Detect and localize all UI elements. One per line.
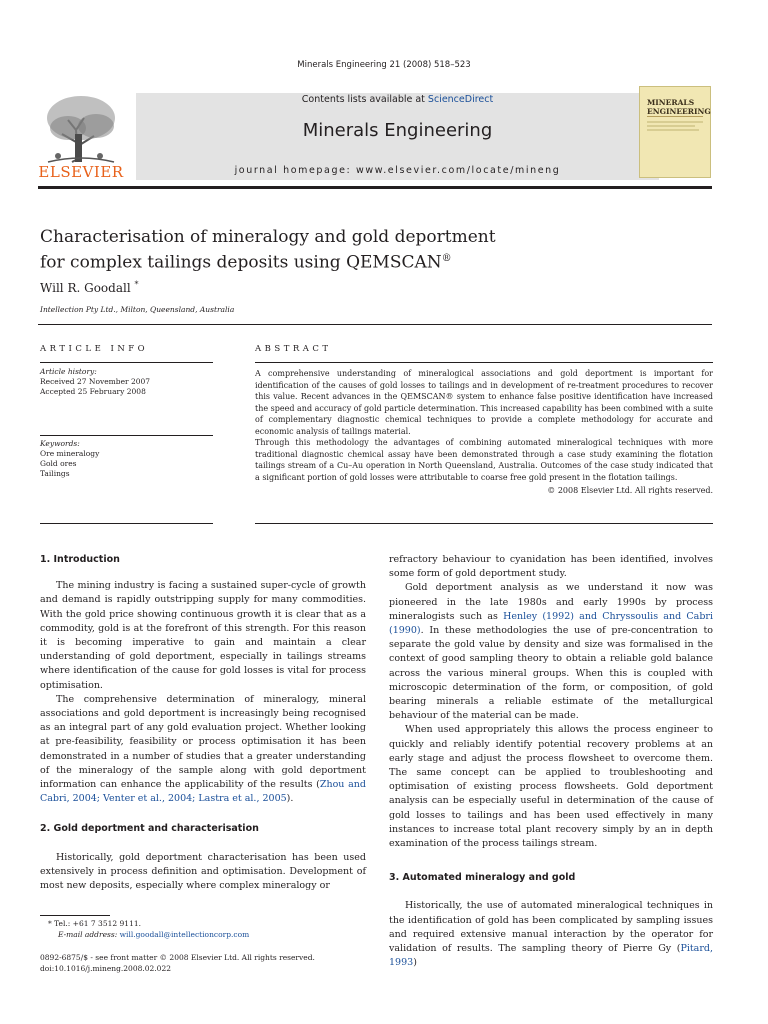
author-email-link[interactable]: will.goodall@intellectioncorp.com bbox=[119, 930, 250, 939]
article-info-heading: ARTICLE INFO bbox=[40, 344, 149, 354]
abstract-paragraph: A comprehensive understanding of mineralogical associations and gold deportment is important for identification of the causes of gold losses to tailings and in development of re-treatment procedures to recover this value. Recent advances in the QEMSCAN® system to enhance false positive identification have increased the speed and accuracy of gold particle determination. This increased capability has been combined with a suite of complementary diagnostic chemical techniques to provide a complete methodology for accurate and economic analysis of tailings material. bbox=[255, 369, 713, 436]
footnote-tel: * Tel.: +61 7 3512 9111. bbox=[48, 919, 141, 928]
article-history: Article history: Received 27 November 2007 Accepted 25 February 2008 bbox=[40, 367, 151, 396]
section-2-heading: 2. Gold deportment and characterisation bbox=[40, 823, 259, 835]
reference-link[interactable]: Zhou and Cabri, 2004; Venter et al., 2004; Lastra et al., 2005 bbox=[40, 779, 366, 805]
abstract-paragraph: Through this methodology the advantages of combining automated mineralogical techniques with more traditional diagnostic chemical assay have been demonstrated through a case study examining the flotation tailings stream of a Cu–Au operation in North Queensland, Australia. Outcomes of the case study indicated that a significant portion of gold losses were attributable to coarse free gold present in the flotation tailings. bbox=[255, 438, 713, 482]
keyword: Tailings bbox=[40, 469, 70, 478]
cover-divider bbox=[647, 116, 703, 117]
header-rule bbox=[38, 186, 712, 189]
body-paragraph: Historically, the use of automated mineralogical techniques in the identification of gold has been complicated by sampling issues and required extensive manual interaction by the operator for validation of results. The sampling theory of Pierre Gy (Pitard, 1993) bbox=[389, 900, 713, 969]
section-1-heading: 1. Introduction bbox=[40, 554, 120, 565]
journal-citation: Minerals Engineering 21 (2008) 518–523 bbox=[297, 60, 471, 70]
article-title bbox=[40, 226, 600, 274]
author-affiliation: Intellection Pty Ltd., Milton, Queensland, Australia bbox=[40, 305, 235, 314]
right-column bbox=[389, 553, 713, 970]
doi[interactable]: doi:10.1016/j.mineng.2008.02.022 bbox=[40, 964, 172, 973]
cover-line bbox=[647, 121, 703, 123]
cover-line bbox=[647, 129, 699, 131]
journal-homepage[interactable]: journal homepage: www.elsevier.com/locate/mineng bbox=[234, 165, 561, 176]
section-3-heading: 3. Automated mineralogy and gold bbox=[389, 872, 576, 884]
keywords: Keywords: Ore mineralogy Gold ores Tailings bbox=[40, 439, 100, 478]
body-paragraph: Gold deportment analysis as we understand it now was pioneered in the late 1980s and early 1990s by process mineralogists such as Henley (1992) and Chryssoulis and Cabri (1990). In these methodologies the use of pre-concentration to separate the gold value by density and size was formalised in the context of good sampling theory to obtain a reliable gold balance across the various mineral groups. When this is coupled with microscopic determination of the form, or composition, of gold bearing minerals a reliable estimate of the metallurgical behaviour of the material can be made. bbox=[389, 582, 713, 722]
sciencedirect-link[interactable]: ScienceDirect bbox=[427, 94, 494, 105]
body-paragraph: Historically, gold deportment characterisation has been used extensively in process definition and optimisation. Development of most new deposits, especially where complex mineralogy or bbox=[40, 851, 366, 892]
elsevier-logo-text: ELSEVIER bbox=[38, 163, 124, 181]
reference-link[interactable]: Pitard, 1993 bbox=[389, 943, 713, 969]
title-line-2: for complex tailings deposits using QEMSCAN® bbox=[40, 252, 452, 273]
abstract-body bbox=[255, 368, 713, 497]
body-paragraph: The mining industry is facing a sustained super-cycle of growth and demand is rapidly outstripping supply for many commodities. With the gold price showing continuous growth it is clear that as a commodity, gold is at the forefront of this strength. For this reason it is becoming imperative to gain and maintain a clear understanding of gold deportment, especially in tailings streams where identification of the cause for gold losses is vital for process optimisation. bbox=[40, 580, 366, 691]
body-paragraph: The comprehensive determination of mineralogy, mineral associations and gold deportment is increasingly being recognised as an integral part of any gold evaluation project. Whether looking at pre-feasibility, feasibility or process optimisation it has been demonstrated in a number of studies that a greater understanding of the mineralogy of the sample along with gold deportment information can enhance the applicability of the results (Zhou and Cabri, 2004; Venter et al., 2004; Lastra et al., 2005). bbox=[40, 693, 366, 805]
article-info-rule bbox=[40, 362, 213, 363]
keyword: Ore mineralogy bbox=[40, 449, 100, 458]
title-line-1: Characterisation of mineralogy and gold deportment bbox=[40, 227, 496, 247]
body-paragraph: refractory behaviour to cyanidation has been identified, involves some form of gold deportment study. bbox=[389, 554, 713, 580]
author-name: Will R. Goodall * bbox=[40, 280, 139, 295]
title-rule bbox=[38, 324, 712, 325]
abstract-heading: ABSTRACT bbox=[255, 344, 332, 354]
author-footnote-mark[interactable]: * bbox=[134, 280, 139, 289]
front-matter: 0892-6875/$ - see front matter © 2008 Elsevier Ltd. All rights reserved. doi:10.1016/j.mineng.2008.02.022 bbox=[40, 953, 315, 973]
keyword: Gold ores bbox=[40, 459, 77, 468]
journal-title: Minerals Engineering bbox=[302, 120, 493, 141]
abstract-copyright: © 2008 Elsevier Ltd. All rights reserved. bbox=[547, 486, 713, 495]
cover-line bbox=[647, 125, 695, 127]
cover-title: MINERALS ENGINEERING bbox=[647, 98, 711, 116]
contents-available bbox=[136, 94, 659, 105]
body-paragraph: When used appropriately this allows the process engineer to quickly and reliably identify potential recovery problems at an early stage and adjust the process flowsheet to overcome them. The same concept can be applied to troubleshooting and optimisation of existing process flowsheets. Gold deportment analysis can be especially useful in determination of the cause of gold losses to tailings and has been used effectively in many instances to increase total plant recovery simply by an in depth examination of the process tailings stream. bbox=[389, 724, 713, 850]
abstract-bottom-rule bbox=[255, 523, 713, 524]
article-info-bottom-rule bbox=[40, 523, 213, 524]
keywords-rule bbox=[40, 435, 213, 436]
footnote-rule bbox=[40, 915, 110, 916]
contents-prefix: Contents lists available at bbox=[301, 94, 428, 105]
abstract-rule bbox=[255, 362, 713, 363]
footnote: * Tel.: +61 7 3512 9111. E-mail address: will.goodall@intellectioncorp.com bbox=[48, 919, 250, 939]
reference-link[interactable]: Henley (1992) and Chryssoulis and Cabri (1990) bbox=[389, 610, 713, 637]
left-column bbox=[40, 553, 366, 893]
